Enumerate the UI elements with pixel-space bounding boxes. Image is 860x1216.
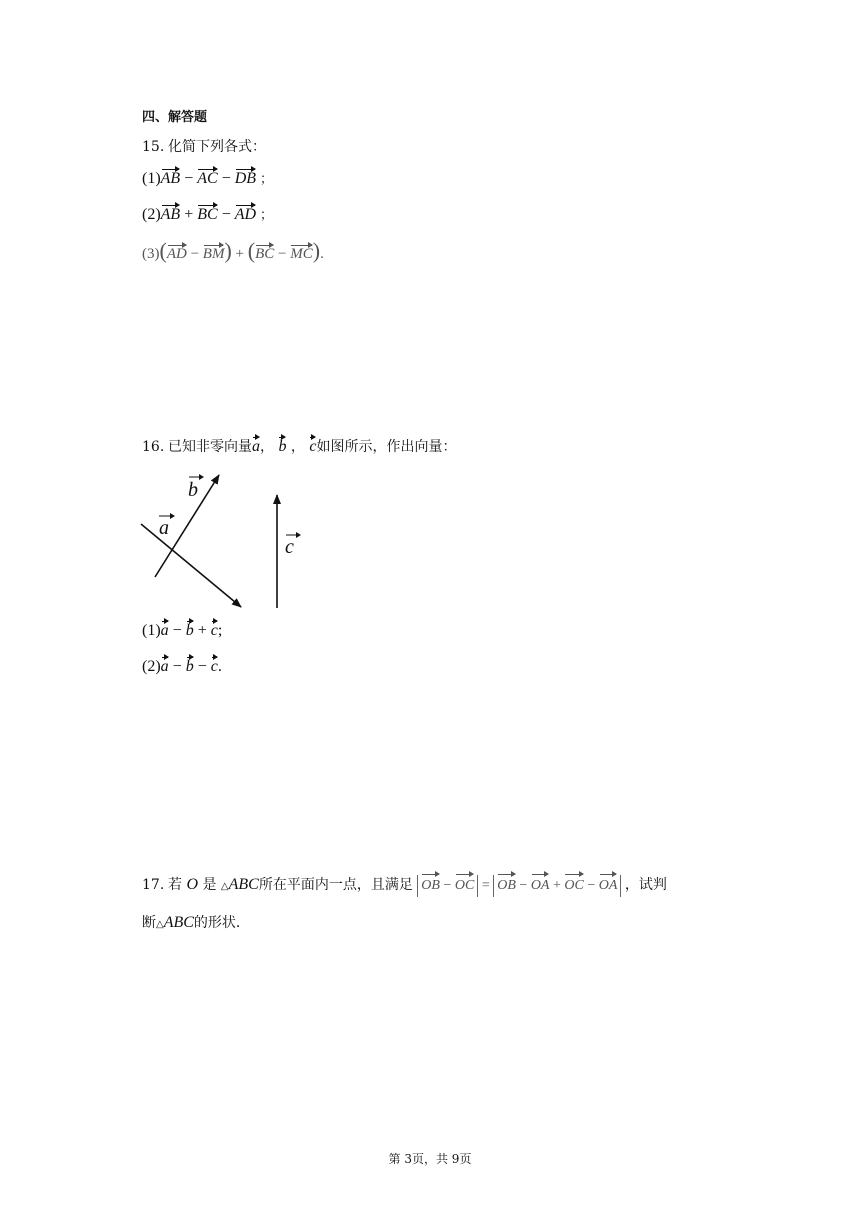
vector-oa: OA — [531, 875, 550, 897]
vector-b: b — [185, 658, 194, 675]
vector-b: b — [185, 622, 194, 639]
operator: + — [197, 622, 207, 639]
q15-item-1-label: (1) — [142, 170, 161, 187]
vector-oc: OC — [455, 875, 474, 897]
operator: − — [221, 170, 231, 187]
punctuation: . — [320, 246, 324, 262]
page-number: 第 3页，共 9页 — [388, 1152, 472, 1166]
q16-prompt-post: 如图所示，作出向量： — [316, 439, 457, 455]
triangle-icon: △ — [220, 881, 229, 892]
operator: + — [184, 206, 194, 223]
q16-number: 16. — [142, 439, 165, 455]
operator: − — [184, 170, 194, 187]
q16-prompt-pre: 已知非零向量 — [168, 439, 252, 455]
q17-number: 17. — [142, 877, 165, 893]
point-o: O — [186, 876, 199, 893]
q15-item-3-label: (3) — [142, 246, 160, 262]
vector-bc: BC — [255, 246, 275, 262]
q16-item-2 — [142, 658, 222, 676]
vector-c: c — [210, 658, 218, 675]
vector-oc: OC — [564, 875, 583, 897]
section-title-text: 四、解答题 — [142, 110, 208, 125]
q16-item-1 — [142, 622, 222, 640]
label-a-group — [159, 513, 175, 539]
vector-ab: AB — [160, 206, 181, 223]
vector-oa: OA — [599, 875, 618, 897]
punctuation: ； — [260, 207, 274, 222]
label-c-group — [285, 532, 301, 558]
q17-text: ，试判 — [624, 877, 667, 893]
q17-line-1 — [142, 874, 667, 897]
vector-a: a — [160, 622, 169, 639]
triangle-name: ABC — [228, 876, 259, 893]
vector-ob: OB — [497, 875, 516, 897]
vector-ad: AD — [166, 246, 187, 262]
q17-equation — [417, 878, 625, 893]
rhs-abs — [493, 875, 621, 897]
q17-line-2 — [142, 912, 250, 932]
vector-ad: AD — [234, 206, 257, 223]
operator: − — [519, 878, 528, 893]
q15-item-2-label: (2) — [142, 206, 161, 223]
vector-ac: AC — [197, 170, 218, 187]
vector-bc: BC — [197, 206, 218, 223]
vector-c: c — [210, 622, 218, 639]
operator: − — [221, 206, 231, 223]
vector-a-arrow — [141, 524, 241, 607]
vector-ob: OB — [421, 875, 440, 897]
triangle-icon: △ — [156, 919, 164, 930]
q15-item-2 — [142, 204, 273, 224]
punctuation: ; — [217, 622, 223, 639]
separator: ， — [260, 439, 274, 455]
q15-number: 15. — [142, 139, 165, 155]
lhs-abs — [417, 875, 478, 897]
q17-text: 的形状． — [193, 915, 250, 931]
punctuation: . — [217, 658, 222, 675]
operator: − — [197, 658, 207, 675]
vector-a: a — [160, 658, 169, 675]
triangle-name: ABC — [163, 914, 194, 931]
q17-text: 若 — [168, 877, 182, 893]
operator: − — [443, 878, 452, 893]
section-title — [142, 106, 207, 125]
label-b-group — [188, 474, 204, 501]
operator: − — [172, 658, 182, 675]
q15-prompt — [142, 136, 266, 156]
vector-c: c — [309, 438, 317, 455]
q15-item-3: (3)(AD − BM) + (BC − MC). — [142, 238, 324, 263]
vector-mc: MC — [290, 246, 313, 262]
operator: − — [172, 622, 182, 639]
q15-item-1 — [142, 168, 273, 188]
operator: − — [190, 246, 200, 262]
punctuation: ； — [260, 171, 274, 186]
figure-label-c: c — [285, 536, 294, 558]
figure-label-a: a — [159, 517, 169, 539]
operator: + — [235, 246, 245, 262]
q16-item-1-label: (1) — [142, 622, 161, 639]
page-footer — [0, 1150, 860, 1167]
q17-text: 是 — [202, 877, 217, 893]
vector-bm: BM — [202, 246, 225, 262]
vector-figure — [130, 465, 320, 617]
separator: ， — [290, 439, 305, 455]
figure-label-b: b — [188, 479, 198, 501]
vector-b: b — [278, 438, 287, 455]
operator: + — [552, 878, 561, 893]
q15-prompt-text: 化简下列各式： — [168, 139, 266, 155]
q16-prompt — [142, 436, 456, 456]
q17-text: 断 — [142, 915, 156, 931]
operator: − — [587, 878, 596, 893]
operator: − — [278, 246, 287, 262]
vector-a: a — [252, 438, 260, 455]
vector-db: DB — [234, 170, 257, 187]
vector-ab: AB — [160, 170, 181, 187]
q16-item-2-label: (2) — [142, 658, 161, 675]
equals-sign: = — [481, 878, 490, 893]
q17-text: 所在平面内一点，且满足 — [258, 877, 413, 893]
